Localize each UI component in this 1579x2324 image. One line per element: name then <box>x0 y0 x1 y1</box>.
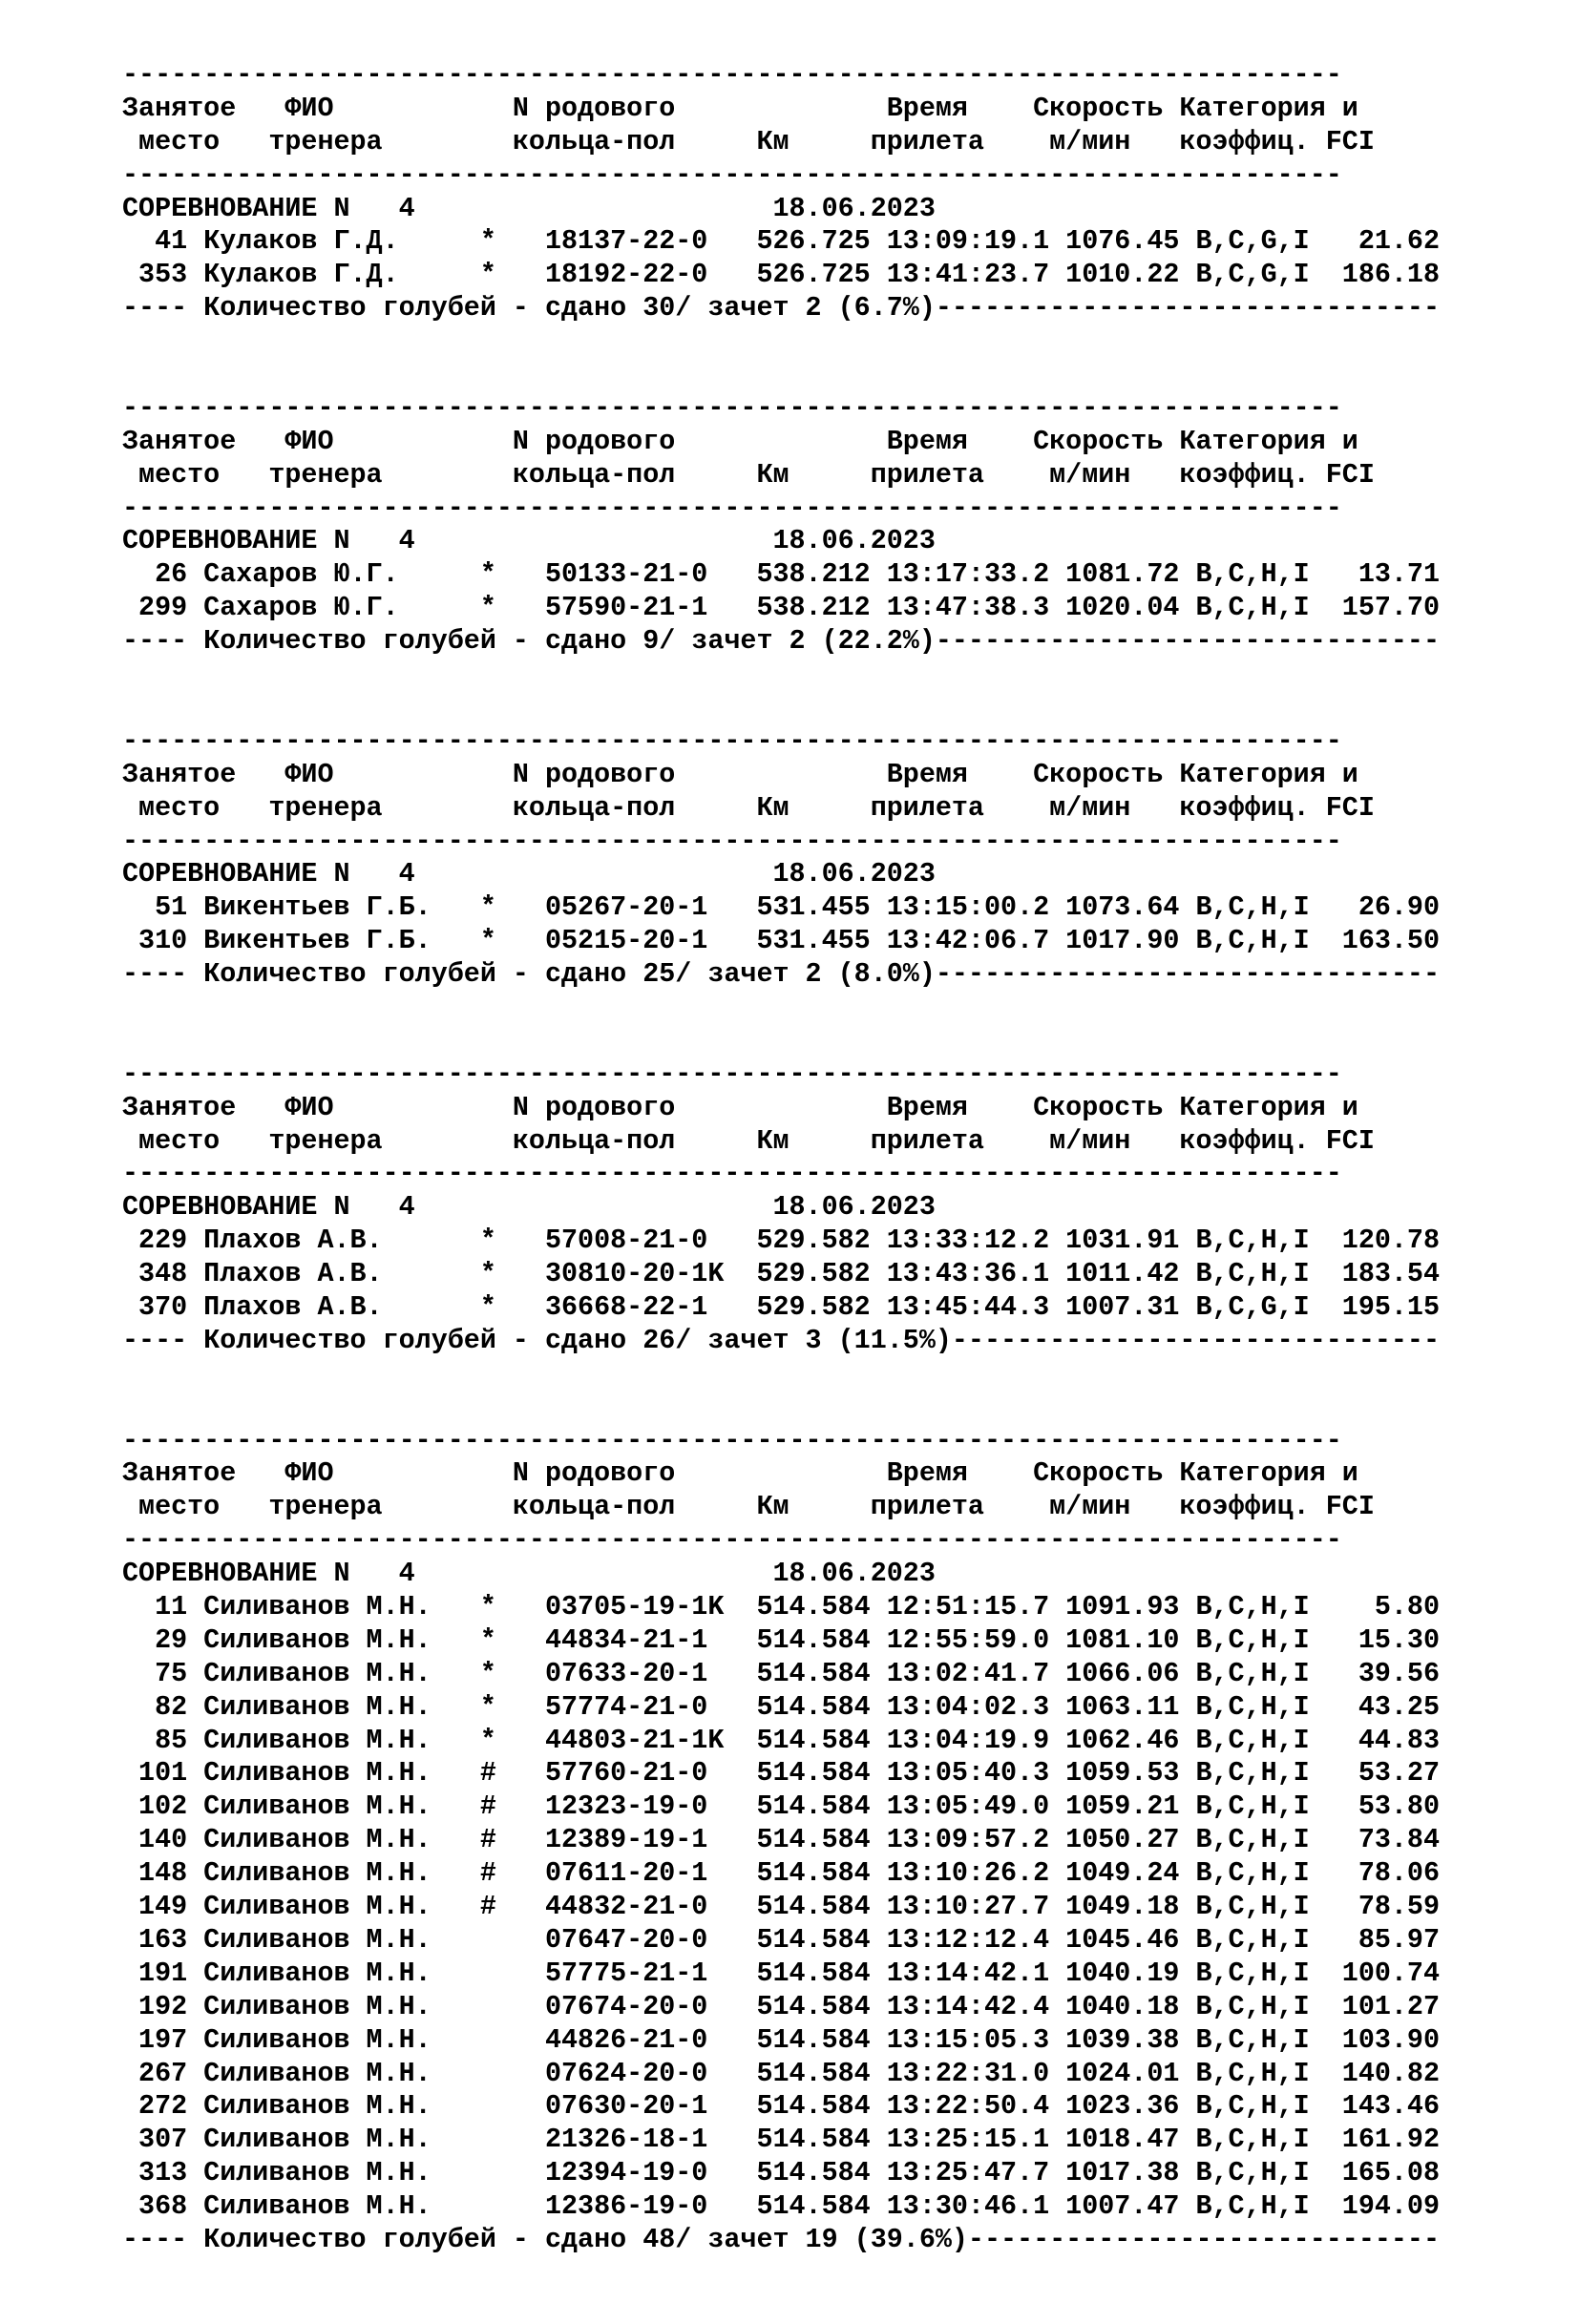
result-row: 192 Силиванов М.Н. 07674-20-0 514.584 13:14:42.4 1040.18 B,C,H,I 101.27 <box>122 1990 1441 2022</box>
competition-line: СОРЕВНОВАНИЕ N 4 18.06.2023 <box>122 192 936 224</box>
result-row: 368 Силиванов М.Н. 12386-19-0 514.584 13:30:46.1 1007.47 B,C,H,I 194.09 <box>122 2190 1441 2223</box>
result-block <box>122 1058 1440 1358</box>
divider-line: --------------------------------------------------------------------------- <box>122 391 1342 424</box>
result-row: 140 Силиванов М.Н. # 12389-19-1 514.584 13:09:57.2 1050.27 B,C,H,I 73.84 <box>122 1824 1441 1856</box>
result-block <box>122 59 1440 325</box>
column-header-line-2: место тренера кольца-пол Км прилета м/мин коэффиц. FCI <box>122 1124 1375 1157</box>
divider-line: --------------------------------------------------------------------------- <box>122 492 1342 524</box>
competition-line: СОРЕВНОВАНИЕ N 4 18.06.2023 <box>122 525 936 557</box>
result-block <box>122 1425 1440 2257</box>
result-row: 85 Силиванов М.Н. * 44803-21-1K 514.584 13:04:19.9 1062.46 B,C,H,I 44.83 <box>122 1724 1441 1756</box>
result-row: 348 Плахов А.В. * 30810-20-1K 529.582 13:43:36.1 1011.42 B,C,H,I 183.54 <box>122 1258 1441 1290</box>
column-header-line-2: место тренера кольца-пол Км прилета м/мин коэффиц. FCI <box>122 791 1375 824</box>
result-row: 229 Плахов А.В. * 57008-21-0 529.582 13:33:12.2 1031.91 B,C,H,I 120.78 <box>122 1225 1441 1257</box>
summary-line: ---- Количество голубей - сдано 26/ зачет 3 (11.5%)------------------------------ <box>122 1324 1441 1356</box>
divider-line: --------------------------------------------------------------------------- <box>122 825 1342 857</box>
column-header-line-1: Занятое ФИО N родового Время Скорость Категория и <box>122 1091 1358 1123</box>
result-row: 267 Силиванов М.Н. 07624-20-0 514.584 13:22:31.0 1024.01 B,C,H,I 140.82 <box>122 2057 1441 2089</box>
result-row: 272 Силиванов М.Н. 07630-20-1 514.584 13:22:50.4 1023.36 B,C,H,I 143.46 <box>122 2090 1441 2123</box>
results-report <box>122 59 1440 2324</box>
result-row: 41 Кулаков Г.Д. * 18137-22-0 526.725 13:09:19.1 1076.45 B,C,G,I 21.62 <box>122 225 1441 258</box>
column-header-line-1: Занятое ФИО N родового Время Скорость Категория и <box>122 92 1358 124</box>
column-header-line-2: место тренера кольца-пол Км прилета м/мин коэффиц. FCI <box>122 125 1375 157</box>
summary-line: ---- Количество голубей - сдано 30/ зачет 2 (6.7%)------------------------------- <box>122 292 1441 325</box>
result-row: 163 Силиванов М.Н. 07647-20-0 514.584 13:12:12.4 1045.46 B,C,H,I 85.97 <box>122 1923 1441 1956</box>
result-row: 101 Силиванов М.Н. # 57760-21-0 514.584 13:05:40.3 1059.53 B,C,H,I 53.27 <box>122 1757 1441 1790</box>
result-row: 29 Силиванов М.Н. * 44834-21-1 514.584 12:55:59.0 1081.10 B,C,H,I 15.30 <box>122 1623 1441 1656</box>
divider-line: --------------------------------------------------------------------------- <box>122 59 1342 91</box>
divider-line: --------------------------------------------------------------------------- <box>122 1524 1342 1557</box>
result-row: 370 Плахов А.В. * 36668-22-1 529.582 13:45:44.3 1007.31 B,C,G,I 195.15 <box>122 1291 1441 1323</box>
result-row: 26 Сахаров Ю.Г. * 50133-21-0 538.212 13:17:33.2 1081.72 B,C,H,I 13.71 <box>122 558 1441 591</box>
competition-line: СОРЕВНОВАНИЕ N 4 18.06.2023 <box>122 1558 936 1590</box>
result-row: 102 Силиванов М.Н. # 12323-19-0 514.584 13:05:49.0 1059.21 B,C,H,I 53.80 <box>122 1790 1441 1823</box>
result-row: 313 Силиванов М.Н. 12394-19-0 514.584 13:25:47.7 1017.38 B,C,H,I 165.08 <box>122 2157 1441 2189</box>
column-header-line-1: Занятое ФИО N родового Время Скорость Категория и <box>122 1457 1358 1490</box>
result-row: 307 Силиванов М.Н. 21326-18-1 514.584 13:25:15.1 1018.47 B,C,H,I 161.92 <box>122 2124 1441 2156</box>
result-row: 75 Силиванов М.Н. * 07633-20-1 514.584 13:02:41.7 1066.06 B,C,H,I 39.56 <box>122 1657 1441 1689</box>
summary-line: ---- Количество голубей - сдано 9/ зачет 2 (22.2%)------------------------------- <box>122 625 1441 658</box>
result-row: 353 Кулаков Г.Д. * 18192-22-0 526.725 13:41:23.7 1010.22 B,C,G,I 186.18 <box>122 259 1441 291</box>
divider-line: --------------------------------------------------------------------------- <box>122 1158 1342 1190</box>
result-row: 299 Сахаров Ю.Г. * 57590-21-1 538.212 13:47:38.3 1020.04 B,C,H,I 157.70 <box>122 592 1441 624</box>
divider-line: --------------------------------------------------------------------------- <box>122 158 1342 191</box>
result-row: 51 Викентьев Г.Б. * 05267-20-1 531.455 13:15:00.2 1073.64 B,C,H,I 26.90 <box>122 891 1441 924</box>
column-header-line-1: Занятое ФИО N родового Время Скорость Категория и <box>122 758 1358 790</box>
result-row: 82 Силиванов М.Н. * 57774-21-0 514.584 13:04:02.3 1063.11 B,C,H,I 43.25 <box>122 1690 1441 1723</box>
column-header-line-1: Занятое ФИО N родового Время Скорость Категория и <box>122 425 1358 457</box>
competition-line: СОРЕВНОВАНИЕ N 4 18.06.2023 <box>122 1191 936 1224</box>
result-row: 11 Силиванов М.Н. * 03705-19-1K 514.584 12:51:15.7 1091.93 B,C,H,I 5.80 <box>122 1591 1441 1623</box>
result-row: 148 Силиванов М.Н. # 07611-20-1 514.584 13:10:26.2 1049.24 B,C,H,I 78.06 <box>122 1857 1441 1890</box>
competition-line: СОРЕВНОВАНИЕ N 4 18.06.2023 <box>122 858 936 890</box>
result-row: 191 Силиванов М.Н. 57775-21-1 514.584 13:14:42.1 1040.19 B,C,H,I 100.74 <box>122 1957 1441 1989</box>
divider-line: --------------------------------------------------------------------------- <box>122 724 1342 757</box>
divider-line: --------------------------------------------------------------------------- <box>122 1057 1342 1090</box>
divider-line: --------------------------------------------------------------------------- <box>122 1424 1342 1456</box>
summary-line: ---- Количество голубей - сдано 48/ зачет 19 (39.6%)----------------------------- <box>122 2223 1441 2255</box>
result-row: 197 Силиванов М.Н. 44826-21-0 514.584 13:15:05.3 1039.38 B,C,H,I 103.90 <box>122 2023 1441 2056</box>
result-block <box>122 392 1440 659</box>
result-block <box>122 725 1440 992</box>
column-header-line-2: место тренера кольца-пол Км прилета м/мин коэффиц. FCI <box>122 458 1375 491</box>
column-header-line-2: место тренера кольца-пол Км прилета м/мин коэффиц. FCI <box>122 1491 1375 1523</box>
result-row: 310 Викентьев Г.Б. * 05215-20-1 531.455 13:42:06.7 1017.90 B,C,H,I 163.50 <box>122 925 1441 957</box>
summary-line: ---- Количество голубей - сдано 25/ зачет 2 (8.0%)------------------------------- <box>122 958 1441 991</box>
result-row: 149 Силиванов М.Н. # 44832-21-0 514.584 13:10:27.7 1049.18 B,C,H,I 78.59 <box>122 1891 1441 1923</box>
